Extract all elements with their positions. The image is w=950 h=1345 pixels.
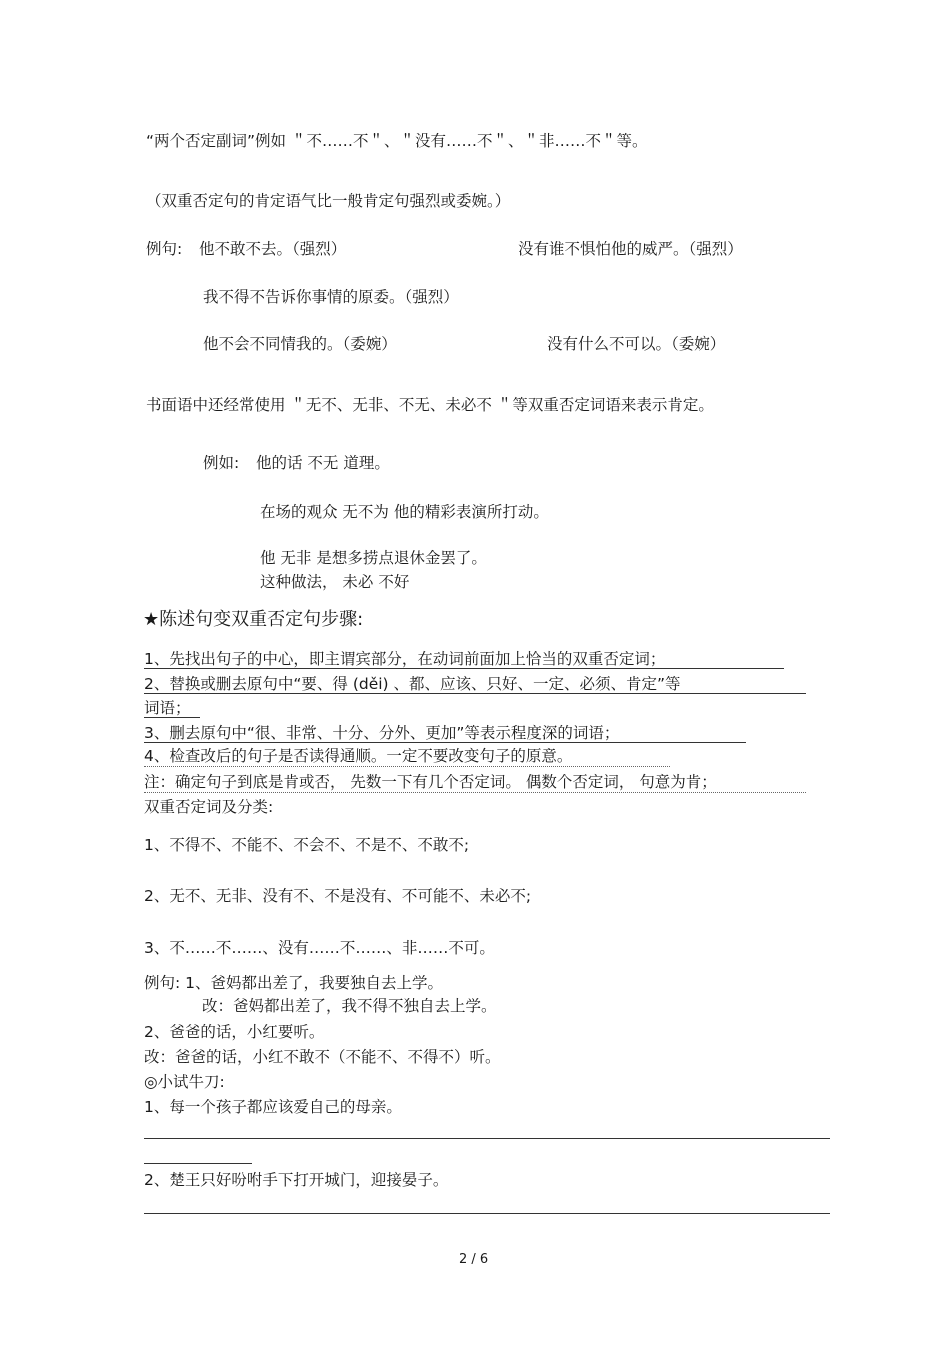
class-3: 3、不……不……、没有……不……、非……不可。: [144, 939, 495, 957]
step-4: 4、检查改后的句子是否读得通顺。一定不要改变句子的原意。: [144, 747, 573, 765]
example2-1: 例句: 1、爸妈都出差了，我要独自去上学。: [144, 974, 444, 992]
step-4-underline: [144, 766, 670, 767]
intro-line-1: “两个否定副词”例如 ＂不……不＂、＂没有……不＂、＂非……不＂等。: [146, 132, 648, 150]
written-example-label: 例如:: [203, 454, 240, 472]
step-3-underline: [144, 742, 746, 743]
step-2a-underline: [144, 693, 806, 694]
intro-line-2: （双重否定句的肯定语气比一般肯定句强烈或委婉。）: [146, 192, 511, 210]
step-2b: 词语；: [144, 699, 191, 717]
example-label: 例句:: [146, 240, 183, 258]
example2-2-changed: 改：爸爸的话，小红不敢不（不能不、不得不）听。: [144, 1048, 501, 1066]
written-example-3: 他 无非 是想多捞点退休金罢了。: [260, 549, 487, 567]
practice-title: ◎小试牛刀:: [144, 1073, 225, 1091]
example-e: 没有什么不可以。（委婉）: [547, 335, 726, 353]
classes-title: 双重否定词及分类:: [144, 798, 274, 816]
step-1: 1、先找出句子的中心，即主谓宾部分，在动词前面加上恰当的双重否定词；: [144, 650, 666, 668]
example-d: 他不会不同情我的。（委婉）: [203, 335, 397, 353]
example-a: 他不敢不去。（强烈）: [199, 240, 347, 258]
written-example-2: 在场的观众 无不为 他的精彩表演所打动。: [260, 503, 549, 521]
step-2b-underline: [144, 717, 200, 718]
answer-line-1[interactable]: [144, 1138, 830, 1139]
practice-question-2: 2、楚王只好吩咐手下打开城门，迎接晏子。: [144, 1171, 449, 1189]
class-1: 1、不得不、不能不、不会不、不是不、不敢不;: [144, 836, 470, 854]
written-language-line: 书面语中还经常使用 ＂无不、无非、不无、未必不 ＂等双重否定词语来表示肯定。: [146, 396, 714, 414]
answer-line-2[interactable]: [144, 1213, 830, 1214]
step-1-underline: [144, 668, 784, 669]
practice-question-1: 1、每一个孩子都应该爱自己的母亲。: [144, 1098, 402, 1116]
written-example-1: 他的话 不无 道理。: [256, 454, 390, 472]
step-2a: 2、替换或删去原句中“要、得 (děi) 、都、应该、只好、一定、必须、肯定”等: [144, 675, 681, 693]
example2-2: 2、爸爸的话，小红要听。: [144, 1023, 325, 1041]
example-b: 没有谁不惧怕他的威严。（强烈）: [518, 240, 743, 258]
step-3: 3、删去原句中“很、非常、十分、分外、更加”等表示程度深的词语；: [144, 724, 620, 742]
steps-note-underline: [144, 792, 806, 793]
example-c: 我不得不告诉你事情的原委。（强烈）: [203, 288, 459, 306]
written-example-4: 这种做法， 未必 不好: [260, 573, 410, 591]
example2-1-changed: 改：爸妈都出差了，我不得不独自去上学。: [202, 997, 497, 1015]
answer-line-1-cont[interactable]: [144, 1163, 252, 1164]
steps-title: ★陈述句变双重否定句步骤:: [143, 609, 364, 630]
page-number: 2 / 6: [459, 1252, 489, 1267]
class-2: 2、无不、无非、没有不、不是没有、不可能不、未必不;: [144, 887, 532, 905]
steps-note: 注：确定句子到底是肯或否， 先数一下有几个否定词。 偶数个否定词， 句意为肯；: [144, 773, 717, 791]
